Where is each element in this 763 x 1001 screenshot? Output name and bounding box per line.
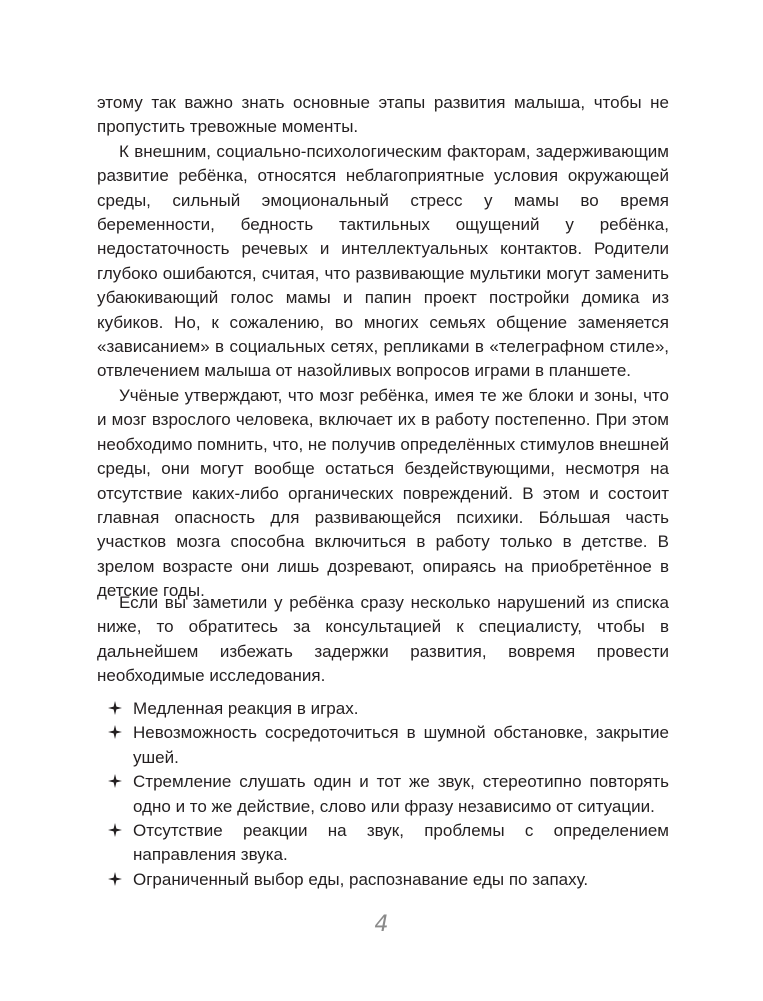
four-point-star-icon [97,721,133,745]
list-item-text: Ограниченный выбор еды, распознавание еды по запаху. [133,869,589,889]
four-point-star-icon [97,697,133,721]
list-item [97,721,669,770]
page-number: 4 [374,912,389,937]
specialist-advice-text: Если вы заметили у ребёнка сразу несколько нарушений из списка ниже, то обратитесь за консультацией к специалисту, чтобы в дальнейшем избежать задержки развития, вовремя провести необходимые исследования. [97,593,669,686]
symptom-checklist [97,697,669,892]
body-text [97,91,669,604]
four-point-star-icon [97,819,133,843]
list-item-text: Невозможность сосредоточиться в шумной обстановке, закрытие ушей. [133,723,669,767]
list-item-text: Стремление слушать один и тот же звук, стереотипно повторять одно и то же действие, слово или фразу независимо от ситуации. [133,772,669,816]
list-item [97,697,669,721]
specialist-advice [97,591,669,689]
paragraph-continuation: этому так важно знать основные этапы развития малыша, чтобы не пропустить тревожные моменты. [97,93,669,137]
list-item-text: Медленная реакция в играх. [133,699,359,718]
list-item [97,819,669,868]
list-item [97,770,669,819]
paragraph-external-factors: К внешним, социально-психологическим факторам, задерживающим развитие ребёнка, относятся неблагоприятные условия окружающей среды, сильный эмоциональный стресс у мамы во время беременности, бедность тактильных ощущений у ребёнка, недостаточность речевых и интеллектуальных контактов. Родители глубоко ошибаются, считая, что развивающие мультики могут заменить убаюкивающий голос мамы и папин проект постройки домика из кубиков. Но, к сожалению, во многих семьях общение заменяется «зависанием» в социальных сетях, репликами в «телеграфном стиле», отвлечением малыша от назойливых вопросов играми в планшете. [97,141,669,381]
list-item [97,868,669,892]
four-point-star-icon [97,770,133,794]
paragraph-brain-development: Учёные утверждают, что мозг ребёнка, имея те же блоки и зоны, что и мозг взрослого человека, включает их в работу постепенно. При этом необходимо помнить, что, не получив определённых стимулов внешней среды, они могут вообще остаться бездействующими, несмотря на отсутствие каких-либо органических повреждений. В этом и состоит главная опасность для развивающейся психики. Бо́льшая часть участков мозга способна включиться в работу только в детстве. В зрелом возрасте они лишь дозревают, опираясь на приобретённое в детские годы. [97,385,669,601]
list-item-text: Отсутствие реакции на звук, проблемы с определением направления звука. [133,821,669,865]
four-point-star-icon [97,868,133,892]
